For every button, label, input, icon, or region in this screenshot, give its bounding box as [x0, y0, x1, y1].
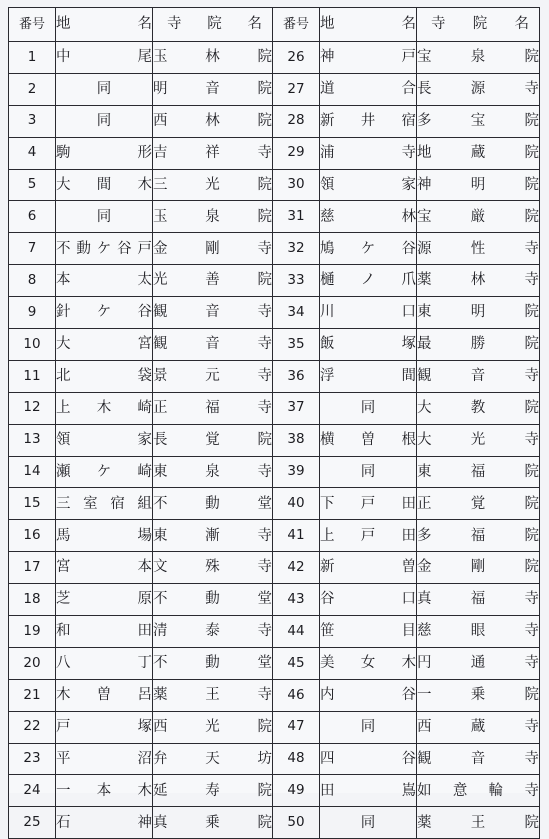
table-row: [9, 584, 540, 616]
table-body: [9, 42, 540, 839]
temple-name-left: 東漸寺: [153, 520, 273, 552]
place-name-right: 飯 塚: [320, 329, 417, 361]
temple-name-left: 景元寺: [153, 360, 273, 392]
place-name-right: 同: [320, 392, 417, 424]
entry-number-right: 46: [273, 679, 320, 711]
entry-number-right: 48: [273, 743, 320, 775]
temple-name-left: 文殊寺: [153, 552, 273, 584]
place-name-left: 駒 形: [56, 137, 153, 169]
entry-number-left: 9: [9, 297, 56, 329]
temple-name-left: 光善院: [153, 265, 273, 297]
entry-number-left: 23: [9, 743, 56, 775]
table-row: [9, 488, 540, 520]
entry-number-left: 1: [9, 42, 56, 74]
entry-number-left: 6: [9, 201, 56, 233]
entry-number-left: 21: [9, 679, 56, 711]
entry-number-right: 42: [273, 552, 320, 584]
place-name-left: 瀬ケ崎: [56, 456, 153, 488]
place-name-right: 田 嶌: [320, 775, 417, 807]
entry-number-left: 18: [9, 584, 56, 616]
place-name-right: 美女木: [320, 647, 417, 679]
temple-name-left: 観音寺: [153, 297, 273, 329]
place-name-left: 一本木: [56, 775, 153, 807]
entry-number-left: 24: [9, 775, 56, 807]
temple-name-right: 一乗院: [417, 679, 540, 711]
place-name-left: 同: [56, 73, 153, 105]
table-row: [9, 616, 540, 648]
place-name-left: 木曽呂: [56, 679, 153, 711]
place-name-left: 戸 塚: [56, 711, 153, 743]
header-number-left: 番号: [9, 8, 56, 42]
place-name-left: 八 丁: [56, 647, 153, 679]
temple-name-left: 不動堂: [153, 647, 273, 679]
entry-number-right: 29: [273, 137, 320, 169]
entry-number-right: 49: [273, 775, 320, 807]
table-row: [9, 711, 540, 743]
place-name-left: 針ケ谷: [56, 297, 153, 329]
temple-name-left: 延寿院: [153, 775, 273, 807]
temple-name-right: 源性寺: [417, 233, 540, 265]
temple-name-right: 地蔵院: [417, 137, 540, 169]
place-name-right: 笹目: [320, 616, 417, 648]
temple-name-left: 金剛寺: [153, 233, 273, 265]
temple-name-right: 正覚院: [417, 488, 540, 520]
temple-name-left: 玉泉院: [153, 201, 273, 233]
place-name-left: 同: [56, 201, 153, 233]
entry-number-left: 4: [9, 137, 56, 169]
entry-number-right: 31: [273, 201, 320, 233]
entry-number-right: 43: [273, 584, 320, 616]
temple-name-right: 大教院: [417, 392, 540, 424]
entry-number-left: 13: [9, 424, 56, 456]
entry-number-left: 19: [9, 616, 56, 648]
place-name-left: 芝 原: [56, 584, 153, 616]
temple-name-left: 弁天坊: [153, 743, 273, 775]
temple-name-right: 宝泉院: [417, 42, 540, 74]
table-row: [9, 360, 540, 392]
table-row: [9, 297, 540, 329]
entry-number-right: 34: [273, 297, 320, 329]
temple-name-left: 玉林院: [153, 42, 273, 74]
entry-number-right: 44: [273, 616, 320, 648]
entry-number-left: 17: [9, 552, 56, 584]
temple-name-right: 長源寺: [417, 73, 540, 105]
table-row: [9, 743, 540, 775]
temple-name-right: 大光寺: [417, 424, 540, 456]
header-place-right: 地 名: [320, 8, 417, 42]
place-name-right: 慈 林: [320, 201, 417, 233]
temple-name-right: 円通寺: [417, 647, 540, 679]
temple-name-right: 西蔵寺: [417, 711, 540, 743]
entry-number-right: 37: [273, 392, 320, 424]
place-name-left: 石 神: [56, 807, 153, 839]
table-row: [9, 520, 540, 552]
entry-number-right: 41: [273, 520, 320, 552]
temple-name-right: 薬王院: [417, 807, 540, 839]
temple-name-left: 真乗院: [153, 807, 273, 839]
table-row: [9, 807, 540, 839]
place-name-left: 大 宮: [56, 329, 153, 361]
header-temple-right: 寺院名: [417, 8, 540, 42]
place-name-left: 同: [56, 105, 153, 137]
temple-name-right: 最勝院: [417, 329, 540, 361]
temple-name-left: 薬王寺: [153, 679, 273, 711]
temple-name-left: 長覚院: [153, 424, 273, 456]
entry-number-left: 7: [9, 233, 56, 265]
table-row: [9, 392, 540, 424]
temple-name-right: 東福院: [417, 456, 540, 488]
table-row: [9, 105, 540, 137]
temple-name-left: 東泉寺: [153, 456, 273, 488]
table-row: [9, 329, 540, 361]
table-row: [9, 552, 540, 584]
entry-number-right: 32: [273, 233, 320, 265]
entry-number-right: 45: [273, 647, 320, 679]
table-row: [9, 233, 540, 265]
temple-register-table: [8, 7, 540, 839]
place-name-left: 不動ケ谷戸: [56, 233, 153, 265]
place-name-right: 新 曽: [320, 552, 417, 584]
table-row: [9, 424, 540, 456]
entry-number-right: 39: [273, 456, 320, 488]
place-name-right: 新井宿: [320, 105, 417, 137]
place-name-right: 谷 口: [320, 584, 417, 616]
place-name-left: 北 袋: [56, 360, 153, 392]
entry-number-left: 2: [9, 73, 56, 105]
temple-name-left: 西光院: [153, 711, 273, 743]
place-name-left: 領 家: [56, 424, 153, 456]
entry-number-left: 22: [9, 711, 56, 743]
table-row: [9, 679, 540, 711]
entry-number-left: 10: [9, 329, 56, 361]
place-name-right: 同: [320, 711, 417, 743]
entry-number-left: 12: [9, 392, 56, 424]
temple-name-right: 金剛院: [417, 552, 540, 584]
place-name-right: 四 谷: [320, 743, 417, 775]
table-row: [9, 73, 540, 105]
place-name-right: 道 合: [320, 73, 417, 105]
temple-name-right: 慈眼寺: [417, 616, 540, 648]
table-row: [9, 169, 540, 201]
table-row: [9, 265, 540, 297]
place-name-right: 浦 寺: [320, 137, 417, 169]
temple-name-left: 西林院: [153, 105, 273, 137]
entry-number-left: 5: [9, 169, 56, 201]
place-name-left: 馬 場: [56, 520, 153, 552]
entry-number-left: 8: [9, 265, 56, 297]
place-name-right: 川 口: [320, 297, 417, 329]
header-place-left: 地 名: [56, 8, 153, 42]
table-row: [9, 647, 540, 679]
header-temple-left: 寺院名: [153, 8, 273, 42]
temple-name-left: 明音院: [153, 73, 273, 105]
temple-name-left: 観音寺: [153, 329, 273, 361]
entry-number-left: 11: [9, 360, 56, 392]
place-name-left: 三室宿組: [56, 488, 153, 520]
place-name-left: 中 尾: [56, 42, 153, 74]
temple-name-left: 清泰寺: [153, 616, 273, 648]
place-name-right: 内 谷: [320, 679, 417, 711]
header-number-right: 番号: [273, 8, 320, 42]
entry-number-right: 26: [273, 42, 320, 74]
table-row: [9, 137, 540, 169]
place-name-left: 本 太: [56, 265, 153, 297]
entry-number-right: 35: [273, 329, 320, 361]
temple-name-left: 正福寺: [153, 392, 273, 424]
header-row: [9, 8, 540, 42]
table-row: [9, 42, 540, 74]
temple-name-left: 不動堂: [153, 488, 273, 520]
temple-name-right: 観音寺: [417, 743, 540, 775]
entry-number-left: 15: [9, 488, 56, 520]
entry-number-left: 20: [9, 647, 56, 679]
temple-register-sheet: [8, 7, 539, 831]
entry-number-right: 50: [273, 807, 320, 839]
entry-number-right: 40: [273, 488, 320, 520]
entry-number-right: 47: [273, 711, 320, 743]
entry-number-left: 3: [9, 105, 56, 137]
temple-name-left: 不動堂: [153, 584, 273, 616]
place-name-right: 鳩ケ谷: [320, 233, 417, 265]
place-name-right: 浮 間: [320, 360, 417, 392]
entry-number-right: 27: [273, 73, 320, 105]
table-row: [9, 456, 540, 488]
temple-name-right: 宝厳院: [417, 201, 540, 233]
table-row: [9, 775, 540, 807]
entry-number-right: 30: [273, 169, 320, 201]
temple-name-right: 多福院: [417, 520, 540, 552]
place-name-right: 横曽根: [320, 424, 417, 456]
place-name-left: 平 沼: [56, 743, 153, 775]
temple-name-right: 真福寺: [417, 584, 540, 616]
entry-number-left: 16: [9, 520, 56, 552]
place-name-right: 神 戸: [320, 42, 417, 74]
place-name-left: 大間木: [56, 169, 153, 201]
temple-name-right: 多宝院: [417, 105, 540, 137]
place-name-right: 同: [320, 807, 417, 839]
entry-number-right: 38: [273, 424, 320, 456]
entry-number-right: 33: [273, 265, 320, 297]
table-row: [9, 201, 540, 233]
temple-name-right: 神明院: [417, 169, 540, 201]
place-name-right: 上戸田: [320, 520, 417, 552]
place-name-left: 上木崎: [56, 392, 153, 424]
temple-name-right: 如意輪寺: [417, 775, 540, 807]
temple-name-right: 東明院: [417, 297, 540, 329]
entry-number-left: 25: [9, 807, 56, 839]
place-name-right: 下戸田: [320, 488, 417, 520]
place-name-left: 和 田: [56, 616, 153, 648]
entry-number-left: 14: [9, 456, 56, 488]
entry-number-right: 28: [273, 105, 320, 137]
place-name-right: 領 家: [320, 169, 417, 201]
temple-name-right: 薬林寺: [417, 265, 540, 297]
place-name-left: 宮 本: [56, 552, 153, 584]
place-name-right: 同: [320, 456, 417, 488]
temple-name-left: 三光院: [153, 169, 273, 201]
temple-name-left: 吉祥寺: [153, 137, 273, 169]
entry-number-right: 36: [273, 360, 320, 392]
place-name-right: 樋ノ爪: [320, 265, 417, 297]
temple-name-right: 観音寺: [417, 360, 540, 392]
